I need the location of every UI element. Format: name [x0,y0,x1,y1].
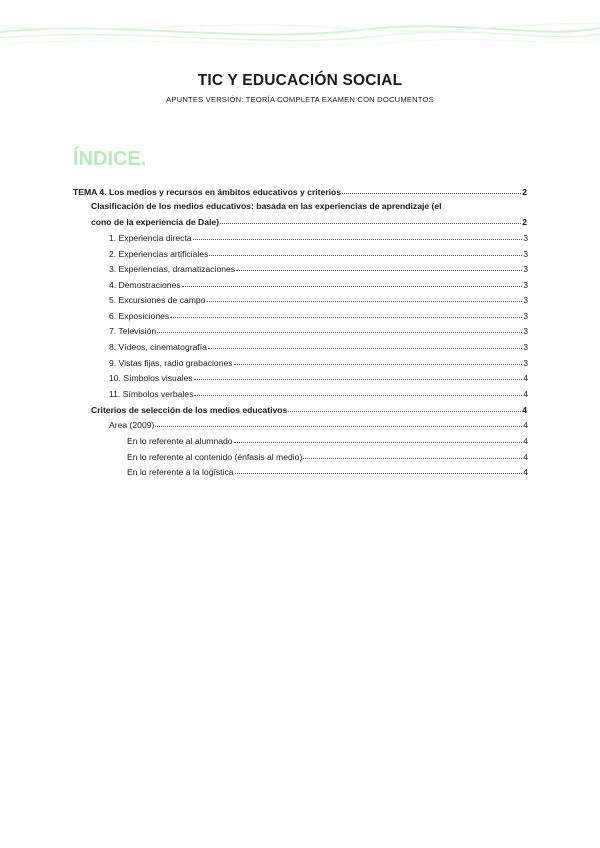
toc-page: 3 [523,342,528,352]
toc-entry-criterios[interactable] [91,404,527,416]
toc-label: Clasificación de los medios educativos: basada en las experiencias de aprendizaje (el [91,201,442,211]
toc-entry-sub[interactable] [127,466,528,478]
toc-entry-tema4[interactable] [73,186,527,198]
toc-dots [194,371,523,380]
toc-dots [155,418,522,427]
toc-entry-item[interactable] [109,279,528,291]
toc-label: En lo referente a la logística [127,467,234,477]
toc-page: 4 [523,467,528,477]
toc-dots [288,403,521,412]
toc-entry-area[interactable] [109,419,528,431]
toc-dots [234,356,523,365]
toc-entry-item[interactable] [109,341,528,353]
toc-page: 3 [523,280,528,290]
toc-dots [193,231,523,240]
toc-label: cono de la experiencia de Dale) [91,217,219,227]
toc-dots [235,465,523,474]
document-title: TIC Y EDUCACIÓN SOCIAL [197,72,403,89]
toc-page: 3 [523,358,528,368]
toc-label: 7. Televisión [109,326,157,336]
toc-page: 3 [523,311,528,321]
toc-label: 8. Vídeos, cinematografía [109,342,207,352]
toc-label: 9. Vistas fijas, radio grabaciones [109,358,233,368]
index-heading: ÍNDICE. [73,148,147,170]
toc-dots [342,185,521,194]
toc-label: 2. Experiencias artificiales [109,249,209,259]
toc-entry-item[interactable] [109,232,528,244]
toc-page: 4 [522,405,527,415]
toc-page: 4 [523,373,528,383]
toc-label: Area (2009) [109,420,155,430]
toc-label: 6. Exposiciones [109,311,170,321]
toc-page: 3 [523,249,528,259]
toc-dots [303,450,522,459]
toc-dots [157,324,522,333]
toc-entry-item[interactable] [109,388,528,400]
document-subtitle: APUNTES VERSIÓN: TEORÍA COMPLETA EXAMEN CON DOCUMENTOS [166,95,434,104]
toc-page: 2 [522,187,527,197]
toc-page: 4 [523,452,528,462]
toc-page: 2 [522,217,527,227]
toc-dots [220,215,521,224]
toc-label: 3. Experiencias, dramatizaciones [109,264,236,274]
toc-label: En lo referente al contenido (énfasis al medio) [127,452,303,462]
toc-page: 3 [523,326,528,336]
toc-page: 3 [523,295,528,305]
toc-entry-item[interactable] [109,263,528,275]
toc-dots [234,434,523,443]
toc-entry-item[interactable] [109,310,528,322]
toc-entry-clasificacion-line1[interactable] [91,200,527,213]
toc-dots [236,262,522,271]
toc-label: 1. Experiencia directa [109,233,192,243]
toc-page: 4 [523,420,528,430]
toc-label: TEMA 4. Los medios y recursos en ámbitos educativos y criterios [73,187,342,197]
toc-entry-item[interactable] [109,372,528,384]
toc-dots [208,340,522,349]
toc-page: 4 [523,436,528,446]
toc-page: 3 [523,233,528,243]
toc-dots [170,309,522,318]
toc-entry-item[interactable] [109,357,528,369]
toc-label: 5. Excursiones de campo [109,295,206,305]
toc-page: 3 [523,264,528,274]
toc-page: 4 [523,389,528,399]
toc-dots [182,278,523,287]
toc-label: Criterios de selección de los medios educativos [91,405,288,415]
toc-label: 10. Símbolos visuales [109,373,193,383]
toc-entry-sub[interactable] [127,435,528,447]
header-wave-decoration [0,0,600,60]
toc-entry-item[interactable] [109,325,528,337]
toc-entry-item[interactable] [109,248,528,260]
toc-label: 11. Símbolos verbales [109,389,194,399]
toc-dots [207,293,523,302]
toc-entry-clasificacion[interactable] [91,216,527,228]
toc-label: En lo referente al alumnado [127,436,233,446]
toc-label: 4. Demostraciones [109,280,181,290]
toc-dots [194,387,522,396]
toc-entry-item[interactable] [109,294,528,306]
toc-dots [209,247,522,256]
toc-entry-sub[interactable] [127,451,528,463]
